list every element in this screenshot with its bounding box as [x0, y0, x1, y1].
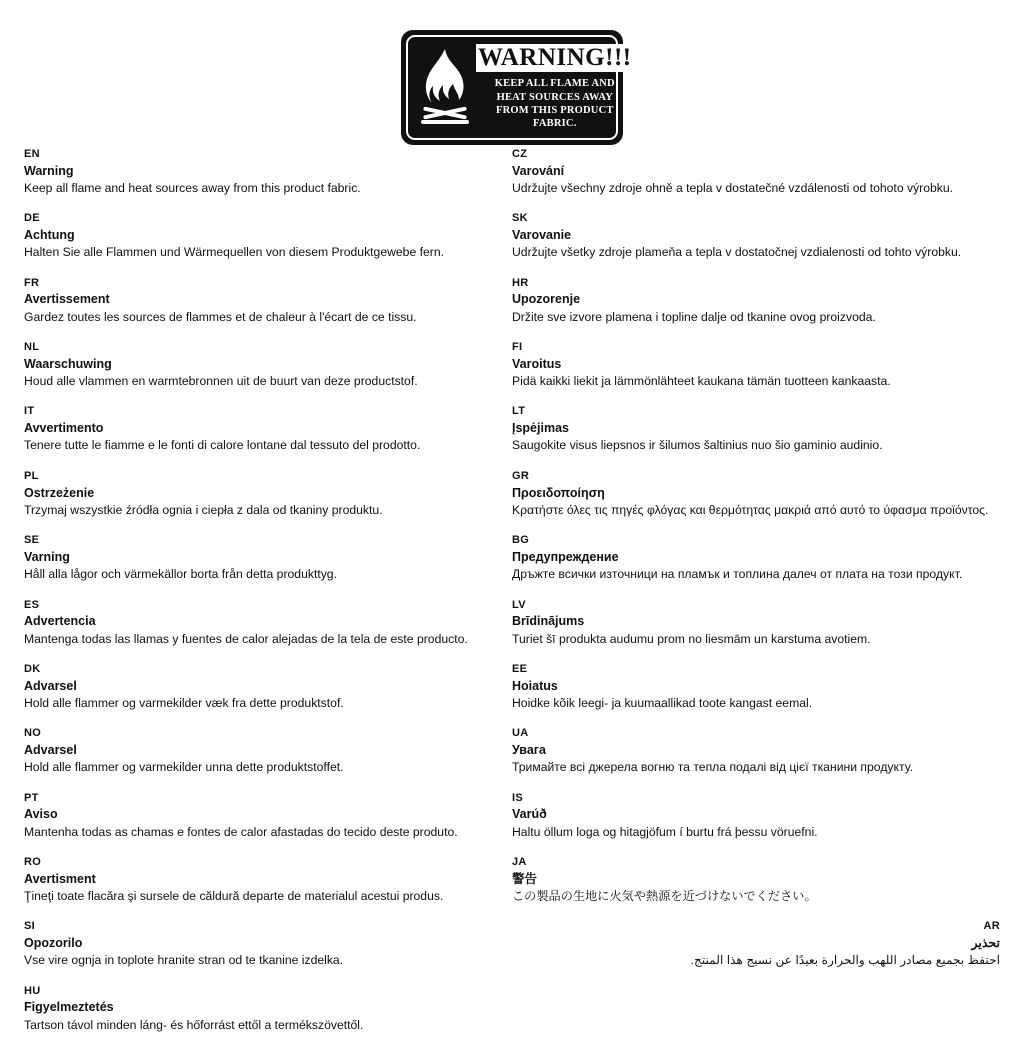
warning-text: Haltu öllum loga og hitagjöfum í burtu frá þessu vöruefni.: [512, 824, 818, 839]
language-code: HR: [512, 276, 529, 289]
warning-word: Advarsel: [24, 742, 77, 757]
language-entry: [512, 663, 1000, 712]
language-code: SK: [512, 212, 528, 225]
language-entry: [24, 212, 500, 261]
warning-word: Avvertimento: [24, 421, 104, 436]
warning-word: تحذير: [971, 936, 1000, 951]
language-entry: [512, 277, 1000, 326]
warning-word: Aviso: [24, 807, 58, 822]
language-code: GR: [512, 469, 530, 482]
warning-text: Trzymaj wszystkie źródła ognia i ciepła z dala od tkaniny produktu.: [24, 502, 383, 517]
badge-line-3: FROM THIS PRODUCT: [496, 105, 614, 116]
warning-text: Hold alle flammer og varmekilder unna dette produktstoffet.: [24, 760, 344, 775]
warning-word: Ostrzeżenie: [24, 485, 95, 500]
language-entry: [24, 534, 500, 583]
language-entry: [24, 856, 500, 905]
warning-text: Saugokite visus liepsnos ir šilumos šaltinius nuo šio gaminio audinio.: [512, 438, 883, 453]
language-code: AR: [983, 920, 1000, 933]
language-entry: [24, 985, 500, 1034]
warning-text: この製品の生地に火気や熱源を近づけないでください。: [512, 888, 817, 903]
language-code: NL: [24, 341, 40, 354]
language-code: HU: [24, 984, 41, 997]
language-code: PL: [24, 469, 39, 482]
warning-text: Pidä kaikki liekit ja lämmönlähteet kaukana tämän tuotteen kankaasta.: [512, 374, 891, 389]
language-code: SI: [24, 920, 35, 933]
language-code: BG: [512, 534, 530, 547]
language-code: CZ: [512, 148, 528, 160]
language-entry: [24, 727, 500, 776]
warning-text: Udržujte všechny zdroje ohně a tepla v dostatečné vzdálenosti od tohoto výrobku.: [512, 181, 954, 195]
language-entry: [512, 920, 1000, 969]
badge-text-block: [476, 44, 638, 131]
warning-word: Waarschuwing: [24, 356, 112, 371]
language-entry: [512, 856, 1000, 905]
warning-word: Увага: [512, 742, 546, 757]
warning-word: Advertencia: [24, 614, 96, 629]
language-code: FI: [512, 341, 523, 354]
warning-text: Tenere tutte le fiamme e le fonti di calore lontane dal tessuto del prodotto.: [24, 438, 421, 453]
language-code: LT: [512, 405, 526, 418]
language-entry: [512, 148, 1000, 197]
warning-text: احتفظ بجميع مصادر اللهب والحرارة بعيدًا عن نسيج هذا المنتج.: [690, 953, 1000, 968]
warning-text: Κρατήστε όλες τις πηγές φλόγας και θερμότητας μακριά από αυτό το ύφασμα προϊόντος.: [512, 502, 989, 517]
warning-text: Turiet šī produkta audumu prom no liesmām un karstuma avotiem.: [512, 631, 871, 646]
badge-title: WARNING!!!: [478, 44, 632, 72]
warning-text: Keep all flame and heat sources away from this product fabric.: [24, 181, 361, 195]
language-entry: [512, 212, 1000, 261]
warning-text: Hoidke kõik leegi- ja kuumaallikad toote kangast eemal.: [512, 695, 813, 710]
language-entry: [24, 792, 500, 841]
warning-badge: [401, 30, 632, 145]
warning-word: Varovanie: [512, 228, 572, 243]
warning-word: Avertisment: [24, 871, 96, 886]
warning-word: Brīdinājums: [512, 614, 585, 629]
warning-word: Varoitus: [512, 356, 562, 371]
warning-text: Hold alle flammer og varmekilder væk fra dette produktstof.: [24, 695, 344, 710]
badge-outer-frame: [401, 30, 632, 145]
warning-text: Houd alle vlammen en warmtebronnen uit de buurt van deze productstof.: [24, 374, 418, 389]
warning-word: Предупреждение: [512, 549, 619, 564]
warning-text: Тримайте всі джерела вогню та тепла подалі від цієї тканини продукту.: [512, 760, 913, 775]
warning-word: Avertissement: [24, 292, 110, 307]
warning-word: Varování: [512, 163, 565, 178]
badge-line-2: HEAT SOURCES AWAY: [496, 91, 614, 103]
warning-text: Дръжте всички източници на пламък и топлина далеч от плата на този продукт.: [512, 567, 963, 582]
language-code: DE: [24, 212, 40, 225]
language-entry: [512, 341, 1000, 390]
warning-text: Vse vire ognja in toplote hranite stran od te tkanine izdelka.: [24, 953, 344, 968]
warning-word: Upozorenje: [512, 292, 581, 307]
badge-inner-frame: [406, 35, 632, 140]
warning-word: Įspėjimas: [512, 421, 569, 436]
language-code: IT: [24, 405, 35, 418]
language-code: DK: [24, 662, 41, 675]
language-entry: [24, 405, 500, 454]
warning-text: Držite sve izvore plamena i topline dalje od tkanine ovog proizvoda.: [512, 309, 876, 324]
language-code: EE: [512, 662, 528, 675]
language-code: IS: [512, 791, 523, 804]
language-code: NO: [24, 727, 42, 740]
language-entry: [24, 341, 500, 390]
right-column: [512, 148, 1024, 1049]
language-entry: [24, 599, 500, 648]
warning-word: Hoiatus: [512, 678, 558, 693]
warning-text: Udržujte všetky zdroje plameňa a tepla v dostatočnej vzdialenosti od tohto výrobku.: [512, 245, 962, 260]
language-code: UA: [512, 727, 529, 740]
language-entry: [24, 470, 500, 519]
language-entry: [24, 277, 500, 326]
language-columns: [0, 148, 1024, 1049]
warning-text: Mantenha todas as chamas e fontes de calor afastadas do tecido deste produto.: [24, 824, 458, 839]
warning-word: Varúð: [512, 807, 547, 822]
language-entry: [24, 920, 500, 969]
warning-text: Gardez toutes les sources de flammes et de chaleur à l'écart de ce tissu.: [24, 309, 417, 324]
warning-text: Tartson távol minden láng- és hőforrást ettől a termékszövettől.: [24, 1017, 364, 1032]
warning-word: Achtung: [24, 228, 75, 243]
flame-icon: [414, 44, 476, 132]
language-entry: [512, 534, 1000, 583]
warning-word: Figyelmeztetés: [24, 1000, 114, 1015]
language-entry: [512, 470, 1000, 519]
warning-word: Advarsel: [24, 678, 77, 693]
language-code: RO: [24, 855, 42, 868]
language-entry: [24, 148, 500, 197]
warning-word: Opozorilo: [24, 936, 83, 951]
language-entry: [512, 792, 1000, 841]
warning-text: Mantenga todas las llamas y fuentes de calor alejadas de la tela de este producto.: [24, 631, 468, 646]
language-entry: [512, 599, 1000, 648]
language-code: SE: [24, 534, 40, 547]
language-entry: [512, 405, 1000, 454]
language-entry: [24, 663, 500, 712]
language-entry: [512, 727, 1000, 776]
badge-line-1: KEEP ALL FLAME AND: [494, 78, 615, 90]
warning-text: Halten Sie alle Flammen und Wärmequellen von diesem Produktgewebe fern.: [24, 245, 445, 260]
language-code: EN: [24, 148, 40, 160]
language-code: LV: [512, 598, 526, 611]
left-column: [0, 148, 512, 1049]
warning-word: Varning: [24, 549, 70, 564]
language-code: ES: [24, 598, 40, 611]
warning-text: Ţineţi toate flacăra şi sursele de căldură departe de materialul acestui produs.: [24, 888, 444, 903]
warning-word: Προειδοποίηση: [512, 485, 605, 500]
language-code: JA: [512, 855, 527, 868]
language-code: PT: [24, 791, 39, 804]
warning-text: Håll alla lågor och värmekällor borta från detta produkttyg.: [24, 567, 337, 582]
badge-line-4: FABRIC.: [533, 118, 577, 130]
language-code: FR: [24, 276, 40, 289]
warning-word: 警告: [512, 871, 538, 886]
warning-word: Warning: [24, 163, 74, 178]
